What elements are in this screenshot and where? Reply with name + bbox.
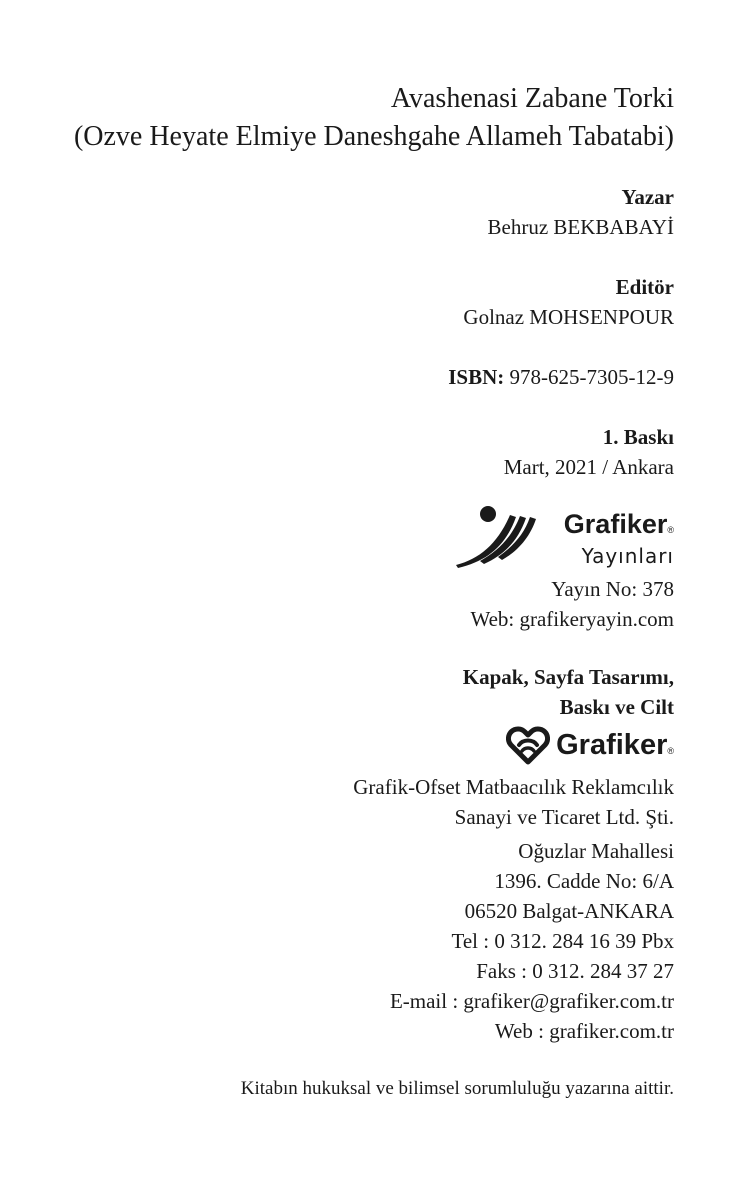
printer-logo	[506, 724, 674, 766]
grafiker-heart-icon	[506, 725, 550, 765]
publication-number: Yayın No: 378	[551, 577, 674, 601]
phone-number: Tel : 0 312. 284 16 39 Pbx	[451, 929, 674, 953]
company-web: Web : grafiker.com.tr	[494, 1019, 674, 1043]
editor-name: Golnaz MOHSENPOUR	[463, 305, 674, 329]
address-section	[390, 836, 674, 1046]
company-name-line1: Grafik-Ofset Matbaacılık Reklamcılık	[353, 775, 674, 799]
author-section	[488, 182, 674, 242]
author-name: Behruz BEKBABAYİ	[487, 215, 674, 239]
publisher-logo	[454, 503, 674, 573]
book-subtitle: (Ozve Heyate Elmiye Daneshgahe Allameh Tabatabi)	[73, 121, 674, 152]
isbn-section	[448, 362, 674, 392]
publisher-logo-subtitle: Yayınları	[581, 544, 674, 568]
address-line2: 1396. Cadde No: 6/A	[494, 869, 674, 893]
design-print-line2: Baskı ve Cilt	[559, 695, 674, 719]
company-section	[353, 772, 674, 832]
publisher-section	[470, 574, 674, 634]
print-date-place: Mart, 2021 / Ankara	[503, 455, 674, 479]
company-name-line2: Sanayi ve Ticaret Ltd. Şti.	[454, 805, 674, 829]
isbn-label: ISBN:	[448, 365, 505, 389]
design-print-line1: Kapak, Sayfa Tasarımı,	[462, 665, 674, 689]
editor-section	[463, 272, 674, 332]
address-line1: Oğuzlar Mahallesi	[518, 839, 674, 863]
edition-label: 1. Baskı	[602, 425, 674, 449]
editor-label: Editör	[615, 275, 674, 299]
publisher-web: Web: grafikeryayin.com	[470, 607, 674, 631]
author-label: Yazar	[621, 185, 674, 209]
book-title: Avashenasi Zabane Torki	[390, 83, 674, 114]
fax-number: Faks : 0 312. 284 37 27	[476, 959, 674, 983]
email-address: E-mail : grafiker@grafiker.com.tr	[389, 989, 674, 1013]
title-block	[74, 80, 674, 156]
printing-section	[504, 422, 674, 482]
printer-logo-text: Grafiker®	[556, 729, 674, 761]
grafiker-swoosh-icon	[454, 503, 546, 569]
publisher-logo-text: Grafiker®	[563, 509, 674, 539]
responsibility-note: Kitabın hukuksal ve bilimsel sorumluluğu yazarına aittir.	[240, 1078, 674, 1099]
isbn-value: 978-625-7305-12-9	[509, 365, 674, 389]
design-print-section	[463, 662, 674, 722]
address-line3: 06520 Balgat-ANKARA	[464, 899, 674, 923]
